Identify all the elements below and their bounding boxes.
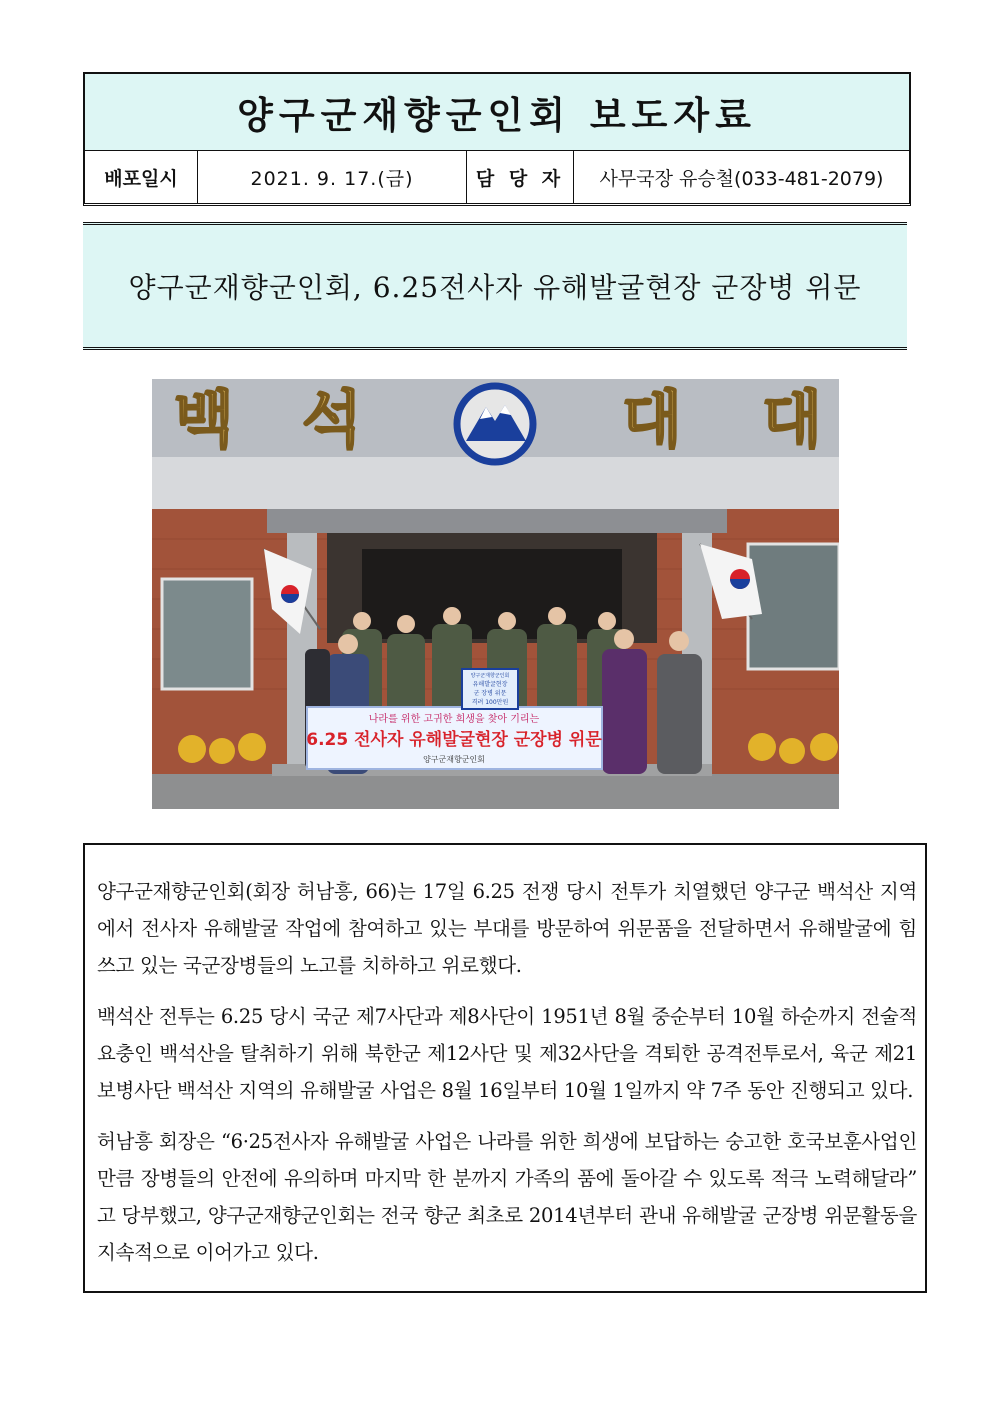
document-title: 양구군재향군인회 보도자료 [85, 74, 909, 151]
board-line-2: 군 장병 위문 [473, 690, 507, 697]
board-line-1: 유해발굴현장 [472, 681, 508, 688]
event-photo [152, 379, 839, 809]
date-value: 2021. 9. 17.(금) [198, 151, 467, 203]
press-release-header [83, 72, 911, 206]
sign-char-3: 대 [622, 383, 682, 456]
article-body [83, 843, 927, 1293]
headline: 양구군재향군인회, 6.25전사자 유해발굴현장 군장병 위문 [83, 222, 907, 350]
paragraph: 백석산 전투는 6.25 당시 국군 제7사단과 제8사단이 1951년 8월 중순부터 10월 하순까지 전술적 요충인 백석산을 탈취하기 위해 북한군 제12사단 및 제32사단을 격퇴한 공격전투로서, 육군 제21보병사단 백석산 지역의 유해발굴 사업은 8월 16일부터 10월 1일까지 약 7주 동안 진행되고 있다. [97, 1005, 917, 1102]
board-line-3: 격려 100만원 [471, 699, 509, 706]
banner-organization: 양구군재향군인회 [423, 755, 485, 764]
sign-char-4: 대 [762, 383, 822, 456]
sign-char-2: 석 [302, 383, 362, 456]
contact-value: 사무국장 유승철(033-481-2079) [599, 167, 884, 190]
contact-label: 담 당 자 [467, 151, 574, 203]
paragraph: 허남흥 회장은 “6·25전사자 유해발굴 사업은 나라를 위한 희생에 보답하는 숭고한 호국보훈사업인 만큼 장병들의 안전에 유의하며 마지막 한 분까지 가족의 품에 돌아갈 수 있도록 적극 노력해달라” 고 당부했고, 양구군재향군인회는 전국 향군 최초로 2014년부터 관내 유해발굴 군장병 위문활동을 지속적으로 이어가고 있다. [97, 1130, 917, 1264]
distribution-info-row [85, 151, 909, 203]
date-label: 배포일시 [85, 151, 198, 203]
donation-board [462, 669, 518, 709]
paragraph: 양구군재향군인회(회장 허남흥, 66)는 17일 6.25 전쟁 당시 전투가 치열했던 양구군 백석산 지역에서 전사자 유해발굴 작업에 참여하고 있는 부대를 방문하여 위문품을 전달하면서 유해발굴에 힘쓰고 있는 국군장병들의 노고를 치하하고 위로했다. [97, 880, 917, 977]
banner-subtitle: 나라를 위한 고귀한 희생을 찾아 기리는 [368, 714, 540, 725]
board-organization: 양구군재향군인회 [470, 673, 510, 679]
banner-title: 6.25 전사자 유해발굴현장 군장병 위문 [306, 730, 602, 750]
sign-char-1: 백 [174, 383, 234, 456]
banner [306, 707, 602, 769]
